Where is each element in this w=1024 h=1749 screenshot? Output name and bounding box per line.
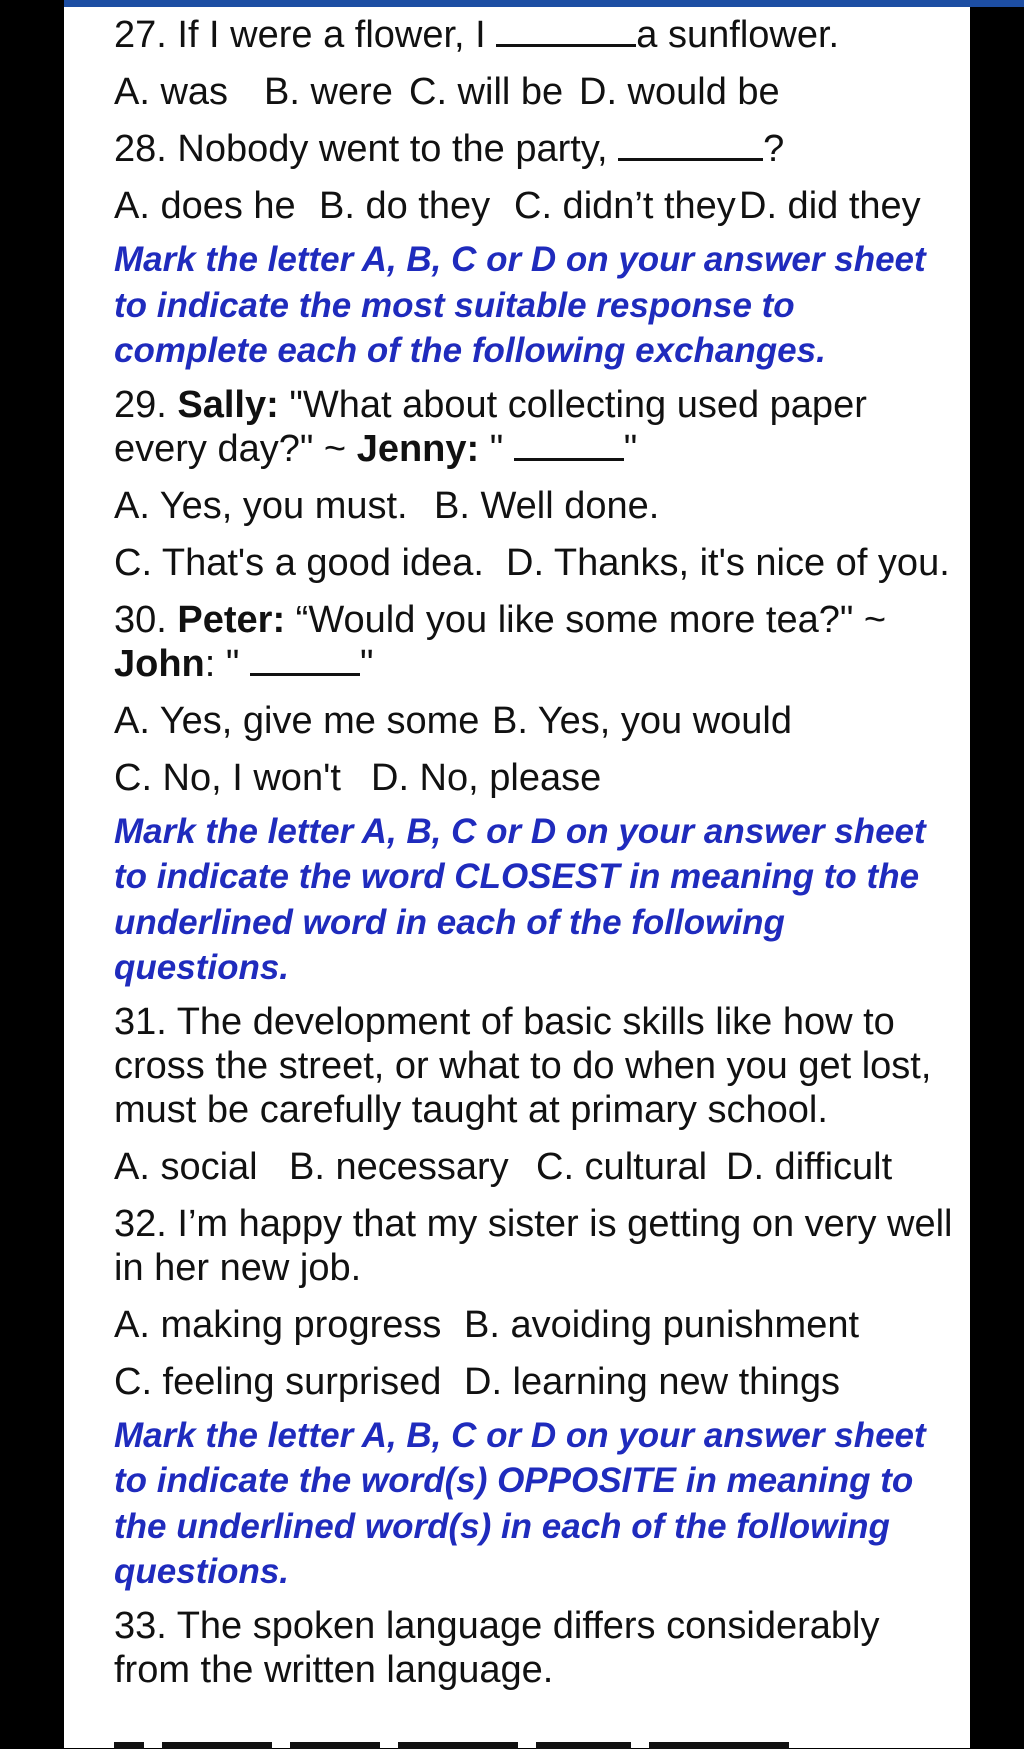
instruction-line: to indicate the most suitable response to bbox=[114, 285, 795, 325]
instruction-line: complete each of the following exchanges. bbox=[114, 331, 826, 370]
option-c: C. feeling surprised bbox=[114, 1360, 442, 1403]
question-31-line: must be carefully taught at primary school. bbox=[114, 1088, 828, 1131]
question-28-stem-end: ? bbox=[763, 128, 785, 170]
question-31-line: 31. The development of basic skills like how to bbox=[114, 1000, 895, 1043]
question-32-options-row2 bbox=[114, 1360, 964, 1404]
quote-close: " bbox=[359, 642, 374, 685]
question-32-options-row1 bbox=[114, 1303, 964, 1347]
question-30-options-row1 bbox=[114, 699, 964, 743]
question-30 bbox=[114, 598, 964, 642]
answer-blank bbox=[496, 14, 636, 47]
question-31 bbox=[114, 1000, 964, 1132]
option-b: B. were bbox=[264, 71, 393, 113]
instruction-closest bbox=[114, 809, 964, 991]
question-number: 29. bbox=[114, 383, 178, 426]
option-c: C. will be bbox=[409, 71, 564, 113]
instruction-line: Mark the letter A, B, C or D on your answer sheet bbox=[114, 811, 926, 851]
instruction-line: Mark the letter A, B, C or D on your answer sheet bbox=[114, 1415, 926, 1455]
option-a: A. Yes, give me some bbox=[114, 699, 480, 742]
instruction-line: to indicate the word(s) OPPOSITE in meaning to bbox=[114, 1461, 914, 1500]
instruction-opposite bbox=[114, 1413, 964, 1595]
question-number: 30. bbox=[114, 598, 178, 641]
answer-blank bbox=[618, 128, 763, 161]
question-32-line: 32. I’m happy that my sister is getting on very well bbox=[114, 1202, 953, 1245]
speaker-jenny: Jenny: bbox=[356, 427, 480, 470]
speaker-john: John bbox=[114, 642, 205, 685]
option-d: D. would be bbox=[579, 71, 780, 113]
option-d: D. did they bbox=[739, 185, 921, 227]
question-31-options bbox=[114, 1145, 964, 1189]
instruction-line: the underlined word(s) in each of the following bbox=[114, 1506, 890, 1546]
option-a: A. Yes, you must. bbox=[114, 484, 408, 527]
option-d: D. Thanks, it's nice of you. bbox=[506, 541, 950, 584]
option-d: D. difficult bbox=[726, 1145, 893, 1188]
option-b: B. Well done. bbox=[434, 484, 660, 527]
question-29-line2 bbox=[114, 427, 964, 471]
question-29-options-row2 bbox=[114, 541, 964, 585]
top-accent-bar bbox=[64, 0, 1024, 7]
option-c: C. No, I won't bbox=[114, 756, 341, 799]
option-a: A. was bbox=[114, 71, 229, 113]
option-d: D. No, please bbox=[371, 756, 602, 799]
option-b: B. Yes, you would bbox=[492, 699, 792, 742]
worksheet-content bbox=[114, 13, 964, 1692]
question-30-line2 bbox=[114, 642, 964, 686]
quote-open: " bbox=[479, 427, 514, 470]
answer-blank bbox=[250, 643, 360, 676]
question-30-options-row2 bbox=[114, 756, 964, 800]
option-b: B. avoiding punishment bbox=[464, 1303, 860, 1346]
instruction-line: questions. bbox=[114, 948, 290, 987]
option-a: A. social bbox=[114, 1145, 258, 1188]
answer-blank bbox=[514, 428, 624, 461]
question-32-line: in her new job. bbox=[114, 1246, 362, 1289]
question-29-options-row1 bbox=[114, 484, 964, 528]
question-29-line1: "What about collecting used paper bbox=[278, 383, 867, 426]
question-33-line: 33. The spoken language differs considerably bbox=[114, 1604, 880, 1647]
question-32 bbox=[114, 1202, 964, 1290]
question-28-stem-start: 28. Nobody went to the party, bbox=[114, 128, 619, 170]
option-d: D. learning new things bbox=[464, 1360, 840, 1403]
instruction-line: to indicate the word CLOSEST in meaning to the bbox=[114, 857, 920, 896]
cut-off-text-line bbox=[114, 1735, 964, 1749]
question-33-line: from the written language. bbox=[114, 1648, 554, 1691]
instruction-line: Mark the letter A, B, C or D on your answer sheet bbox=[114, 240, 926, 279]
question-27 bbox=[114, 13, 964, 57]
question-30-line1: “Would you like some more tea?" ~ bbox=[285, 598, 887, 641]
speaker-sally: Sally: bbox=[177, 383, 279, 426]
option-b: B. do they bbox=[319, 185, 491, 227]
option-a: A. does he bbox=[114, 185, 296, 227]
option-c: C. cultural bbox=[536, 1145, 708, 1188]
question-28-options bbox=[114, 184, 964, 228]
document-page bbox=[64, 7, 970, 1748]
quote-close: " bbox=[623, 427, 638, 470]
option-b: B. necessary bbox=[289, 1145, 509, 1188]
question-28 bbox=[114, 127, 964, 171]
speaker-peter: Peter: bbox=[177, 598, 286, 641]
question-29-line2-start: every day?" ~ bbox=[114, 427, 357, 470]
option-c: C. That's a good idea. bbox=[114, 541, 484, 584]
question-27-stem-end: a sunflower. bbox=[636, 14, 840, 56]
question-27-options bbox=[114, 70, 964, 114]
question-27-stem-start: 27. If I were a flower, I bbox=[114, 14, 497, 56]
option-c: C. didn’t they bbox=[514, 185, 736, 227]
quote-open: : " bbox=[204, 642, 250, 685]
instruction-exchanges bbox=[114, 237, 964, 374]
option-a: A. making progress bbox=[114, 1303, 442, 1346]
instruction-line: questions. bbox=[114, 1552, 290, 1591]
question-31-line: cross the street, or what to do when you get lost, bbox=[114, 1044, 932, 1087]
question-29 bbox=[114, 383, 964, 427]
instruction-line: underlined word in each of the following bbox=[114, 902, 785, 942]
question-33 bbox=[114, 1604, 964, 1692]
